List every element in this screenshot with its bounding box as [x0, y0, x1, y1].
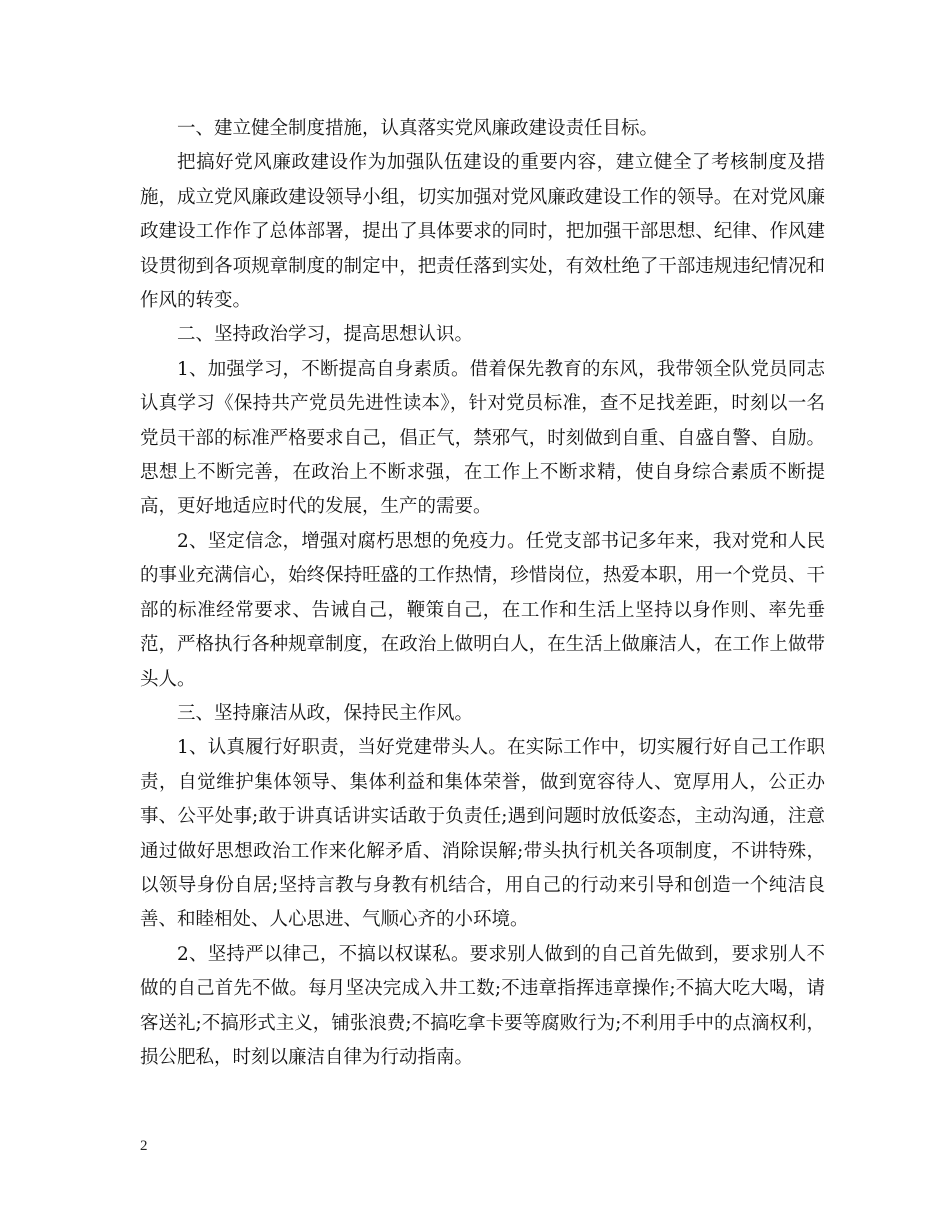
section-heading-2: 二、坚持政治学习，提高思想认识。: [177, 324, 474, 346]
section-heading-1: 一、建立健全制度措施，认真落实党风廉政建设责任目标。: [177, 118, 659, 139]
section-heading-3: 三、坚持廉洁从政，保持民主作风。: [177, 702, 474, 724]
page-number: 2: [140, 1138, 148, 1154]
body-paragraph: 2、坚持严以律己，不搞以权谋私。要求别人做到的自己首先做到，要求别人不做的自己首先不做。每月坚决完成入井工数;不违章指挥违章操作;不搞大吃大喝，请客送礼;不搞形式主义，铺张浪费;不搞吃拿卡要等腐败行为;不利用手中的点滴权利，损公肥私，时刻以廉洁自律为行动指南。: [140, 943, 825, 1068]
body-paragraph: 2、坚定信念，增强对腐朽思想的免疫力。任党支部书记多年来，我对党和人民的事业充满信心，始终保持旺盛的工作热情，珍惜岗位，热爱本职，用一个党员、干部的标准经常要求、告诫自己，鞭策自己，在工作和生活上坚持以身作则、率先垂范，严格执行各种规章制度，在政治上做明白人，在生活上做廉洁人，在工作上做带头人。: [140, 530, 825, 690]
body-paragraph: 把搞好党风廉政建设作为加强队伍建设的重要内容，建立健全了考核制度及措施，成立党风廉政建设领导小组，切实加强对党风廉政建设工作的领导。在对党风廉政建设工作作了总体部署，提出了具体要求的同时，把加强干部思想、纪律、作风建设贯彻到各项规章制度的制定中，把责任落到实处，有效杜绝了干部违规违纪情况和作风的转变。: [140, 152, 825, 312]
document-body: [140, 112, 825, 1075]
body-paragraph: 1、加强学习，不断提高自身素质。借着保先教育的东风，我带领全队党员同志认真学习《保持共产党员先进性读本》，针对党员标准，查不足找差距，时刻以一名党员干部的标准严格要求自己，倡正气，禁邪气，时刻做到自重、自盛自警、自励。思想上不断完善，在政治上不断求强，在工作上不断求精，使自身综合素质不断提高，更好地适应时代的发展，生产的需要。: [140, 358, 825, 518]
body-paragraph: 1、认真履行好职责，当好党建带头人。在实际工作中，切实履行好自己工作职责，自觉维护集体领导、集体利益和集体荣誉，做到宽容待人、宽厚用人，公正办事、公平处事;敢于讲真话讲实话敢于负责任;遇到问题时放低姿态，主动沟通，注意通过做好思想政治工作来化解矛盾、消除误解;带头执行机关各项制度，不讲特殊，以领导身份自居;坚持言教与身教有机结合，用自己的行动来引导和创造一个纯洁良善、和睦相处、人心思进、气顺心齐的小环境。: [140, 737, 825, 931]
